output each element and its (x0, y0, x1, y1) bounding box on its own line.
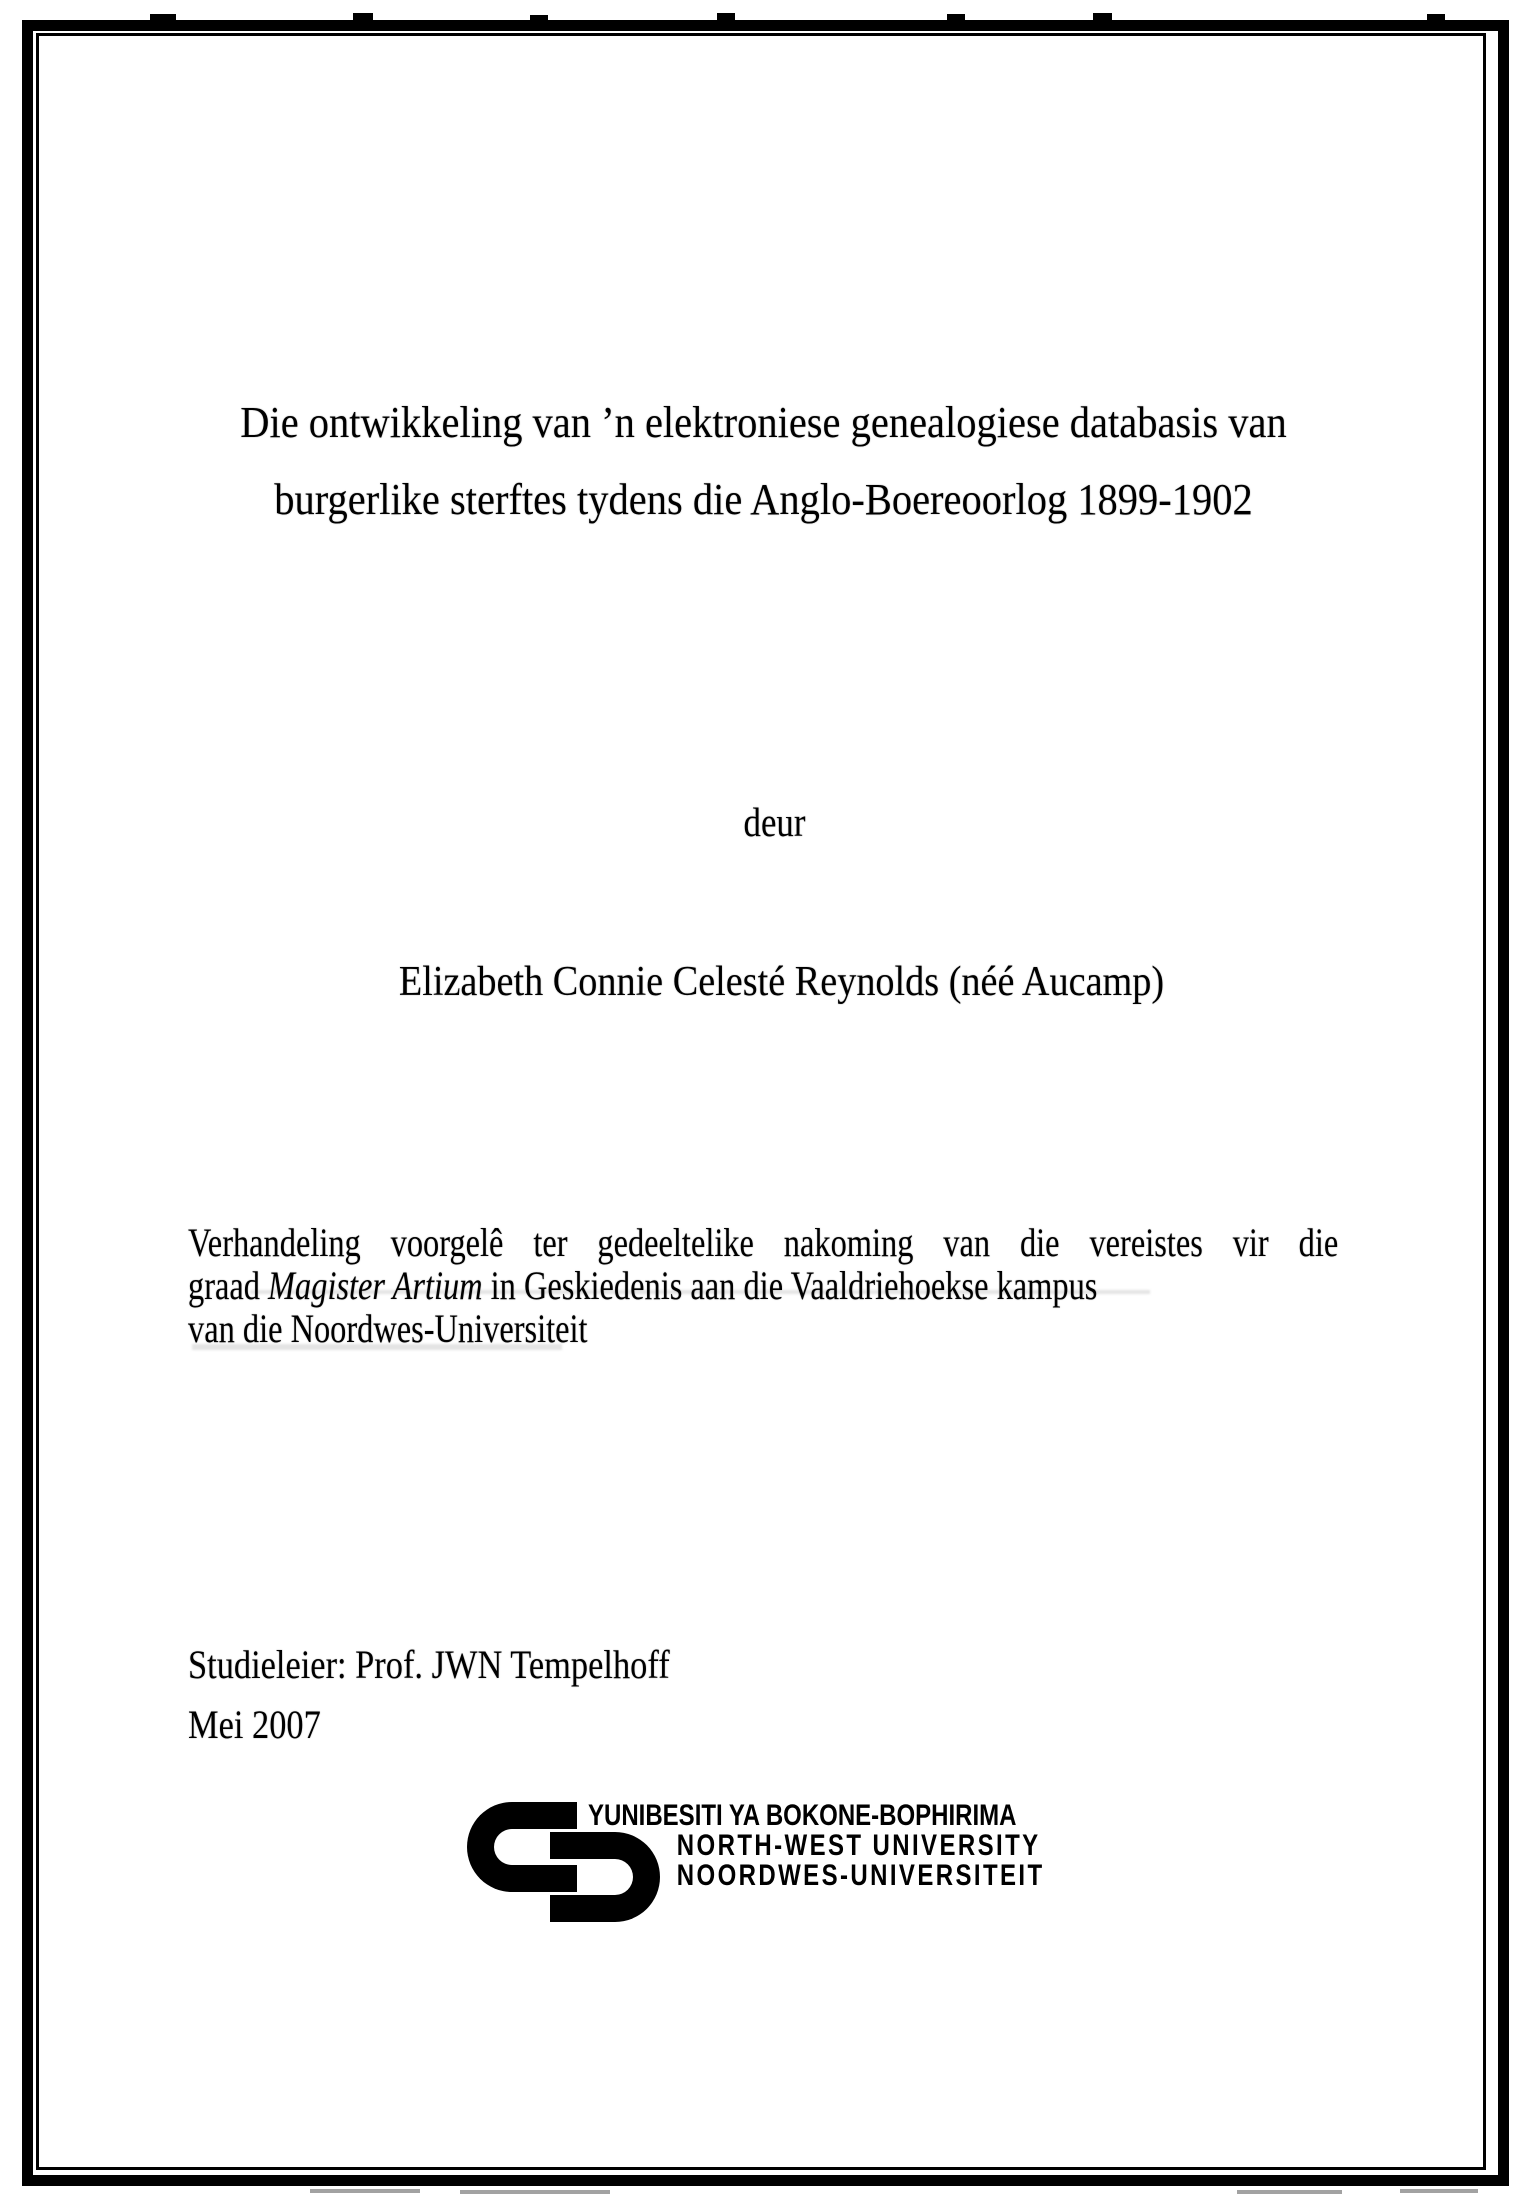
date-line: Mei 2007 (188, 1702, 321, 1747)
supervisor-block (188, 1635, 670, 1755)
degree-statement-line2 (188, 1264, 1338, 1307)
degree-statement (188, 1221, 1338, 1350)
author-name: Elizabeth Connie Celesté Reynolds (néé Aucamp) (398, 959, 1165, 1005)
scan-artifact (460, 2190, 610, 2194)
scan-artifact (1427, 14, 1445, 22)
scan-artifact (353, 13, 373, 22)
logo-text-afrikaans: NOORDWES-UNIVERSITEIT (676, 1859, 1045, 1892)
scan-artifact (530, 15, 548, 22)
degree-statement-line3: van die Noordwes-Universiteit (188, 1306, 588, 1351)
logo-text-setswana: YUNIBESITI YA BOKONE-BOPHIRIMA (588, 1799, 1017, 1832)
scan-artifact (717, 13, 735, 22)
scan-artifact (1400, 2189, 1478, 2193)
supervisor-line: Studieleier: Prof. JWN Tempelhoff (188, 1642, 670, 1687)
thesis-title-line1: Die ontwikkeling van ’n elektroniese genealogiese databasis van (240, 398, 1287, 447)
scan-artifact (310, 2189, 420, 2193)
thesis-title-line2: burgerlike sterftes tydens die Anglo-Boereoorlog 1899-1902 (274, 475, 1253, 524)
degree-line2-suffix: in Geskiedenis aan die Vaaldriehoekse kampus (482, 1263, 1098, 1308)
scan-artifact (947, 14, 965, 22)
logo-text-english: NORTH-WEST UNIVERSITY (676, 1829, 1041, 1862)
thesis-title (61, 384, 1466, 538)
degree-statement-line1: Verhandeling voorgelê ter gedeeltelike nakoming van die vereistes vir die (188, 1220, 1339, 1265)
scan-artifact (1237, 2190, 1342, 2194)
scan-artifact (1093, 13, 1112, 22)
degree-name-italic: Magister Artium (268, 1263, 483, 1308)
byline-label: deur (743, 799, 806, 845)
nwu-logo-text (588, 1801, 1045, 1891)
scan-artifact (150, 14, 176, 22)
degree-line2-prefix: graad (188, 1263, 269, 1308)
